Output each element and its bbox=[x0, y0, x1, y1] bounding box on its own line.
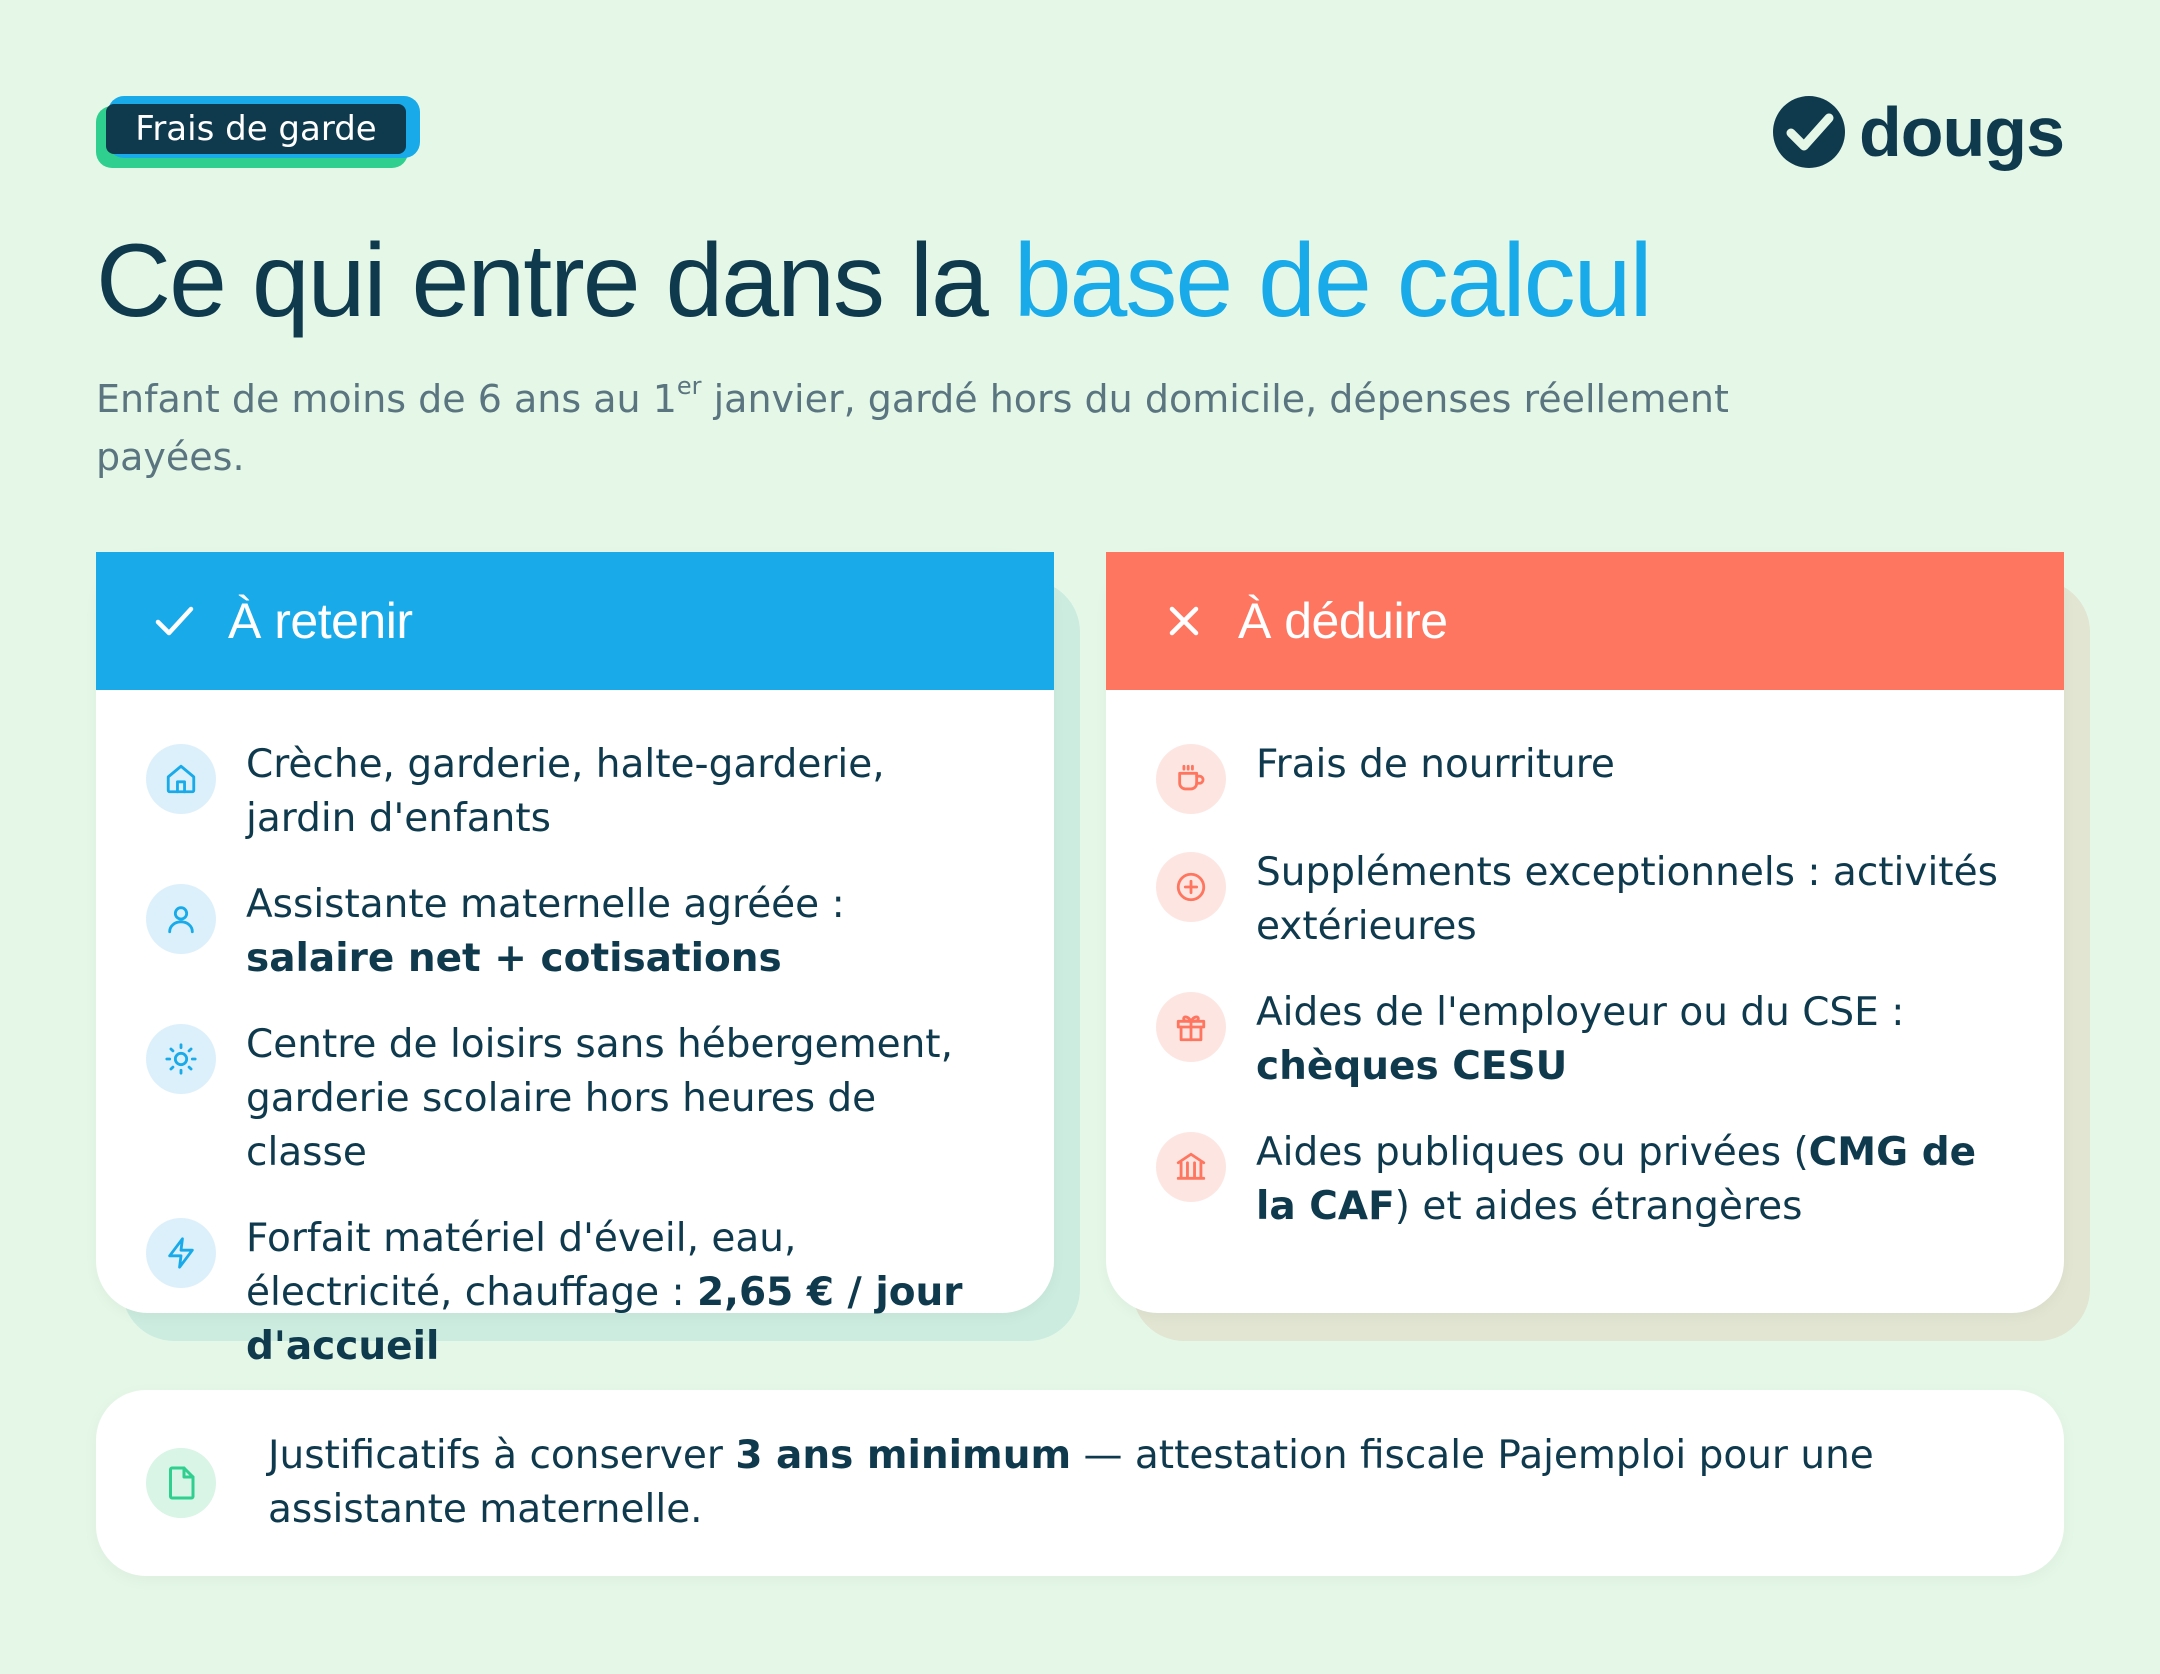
sun-icon bbox=[146, 1024, 216, 1094]
list-item-bold: salaire net + cotisations bbox=[246, 936, 782, 981]
bank-icon bbox=[1156, 1132, 1226, 1202]
list-item-text bbox=[1256, 1126, 2004, 1234]
retain-card bbox=[96, 552, 1054, 1369]
list-item-text: Frais de nourriture bbox=[1256, 742, 1615, 787]
home-icon bbox=[146, 744, 216, 814]
list-item-text-part: Forfait matériel d'éveil, eau, électricité, chauffage : bbox=[246, 1216, 797, 1315]
list-item bbox=[146, 738, 994, 846]
note-text-part: Justificatifs à conserver bbox=[268, 1433, 736, 1478]
deduct-card-title: À déduire bbox=[1238, 593, 1448, 649]
list-item bbox=[146, 1212, 994, 1374]
bolt-icon bbox=[146, 1218, 216, 1288]
category-tag-label: Frais de garde bbox=[106, 104, 406, 154]
note-text-end: — attestation fiscale Pajemploi pour une assistante maternelle. bbox=[268, 1433, 1874, 1532]
gift-icon bbox=[1156, 992, 1226, 1062]
page-title-highlight: base de calcul bbox=[1013, 223, 1651, 339]
list-item-text-part: Assistante maternelle agréée : bbox=[246, 882, 845, 927]
logo bbox=[1773, 92, 2064, 172]
note-bold: 3 ans minimum bbox=[735, 1433, 1072, 1478]
deduct-card bbox=[1106, 552, 2064, 1313]
list-item-text bbox=[1256, 986, 2004, 1094]
list-item-text-part: Aides de l'employeur ou du CSE : bbox=[1256, 990, 1905, 1035]
list-item-bold: chèques CESU bbox=[1256, 1044, 1568, 1089]
list-item-text-end: ) et aides étrangères bbox=[1394, 1184, 1803, 1229]
list-item-text bbox=[246, 878, 994, 986]
list-item-text bbox=[246, 1212, 994, 1374]
subtitle-text: Enfant de moins de 6 ans au 1 bbox=[96, 377, 677, 421]
plus-circle-icon bbox=[1156, 852, 1226, 922]
deduct-card-header bbox=[1106, 552, 2064, 690]
list-item-bold: 2,65 € / jour d'accueil bbox=[246, 1270, 963, 1369]
list-item bbox=[1156, 1126, 2004, 1234]
list-item bbox=[1156, 846, 2004, 954]
list-item bbox=[1156, 986, 2004, 1094]
page-title bbox=[96, 222, 1651, 341]
page-subtitle bbox=[96, 370, 1776, 486]
check-icon bbox=[150, 597, 198, 645]
page-title-main: Ce qui entre dans la bbox=[96, 223, 1014, 339]
list-item bbox=[146, 1018, 994, 1180]
retain-card-header bbox=[96, 552, 1054, 690]
subtitle-text-end: janvier, gardé hors du domicile, dépenses réellement payées. bbox=[96, 377, 1729, 479]
cup-icon bbox=[1156, 744, 1226, 814]
note-box bbox=[96, 1390, 2064, 1576]
logo-text: dougs bbox=[1859, 93, 2064, 171]
list-item-text-part: Aides publiques ou privées ( bbox=[1256, 1130, 1809, 1175]
logo-check-icon bbox=[1773, 96, 1845, 168]
list-item-text: Crèche, garderie, halte-garderie, jardin d'enfants bbox=[246, 742, 885, 841]
list-item-bold: CMG de la CAF bbox=[1256, 1130, 1977, 1229]
subtitle-superscript: er bbox=[676, 372, 702, 400]
list-item bbox=[1156, 738, 2004, 814]
list-item-text: Centre de loisirs sans hébergement, garderie scolaire hors heures de classe bbox=[246, 1022, 953, 1175]
user-icon bbox=[146, 884, 216, 954]
close-icon bbox=[1160, 597, 1208, 645]
list-item bbox=[146, 878, 994, 986]
note-text bbox=[268, 1429, 2048, 1537]
retain-card-title: À retenir bbox=[228, 593, 413, 649]
list-item-text: Suppléments exceptionnels : activités extérieures bbox=[1256, 850, 1998, 949]
file-icon bbox=[146, 1448, 216, 1518]
category-tag bbox=[96, 96, 420, 170]
